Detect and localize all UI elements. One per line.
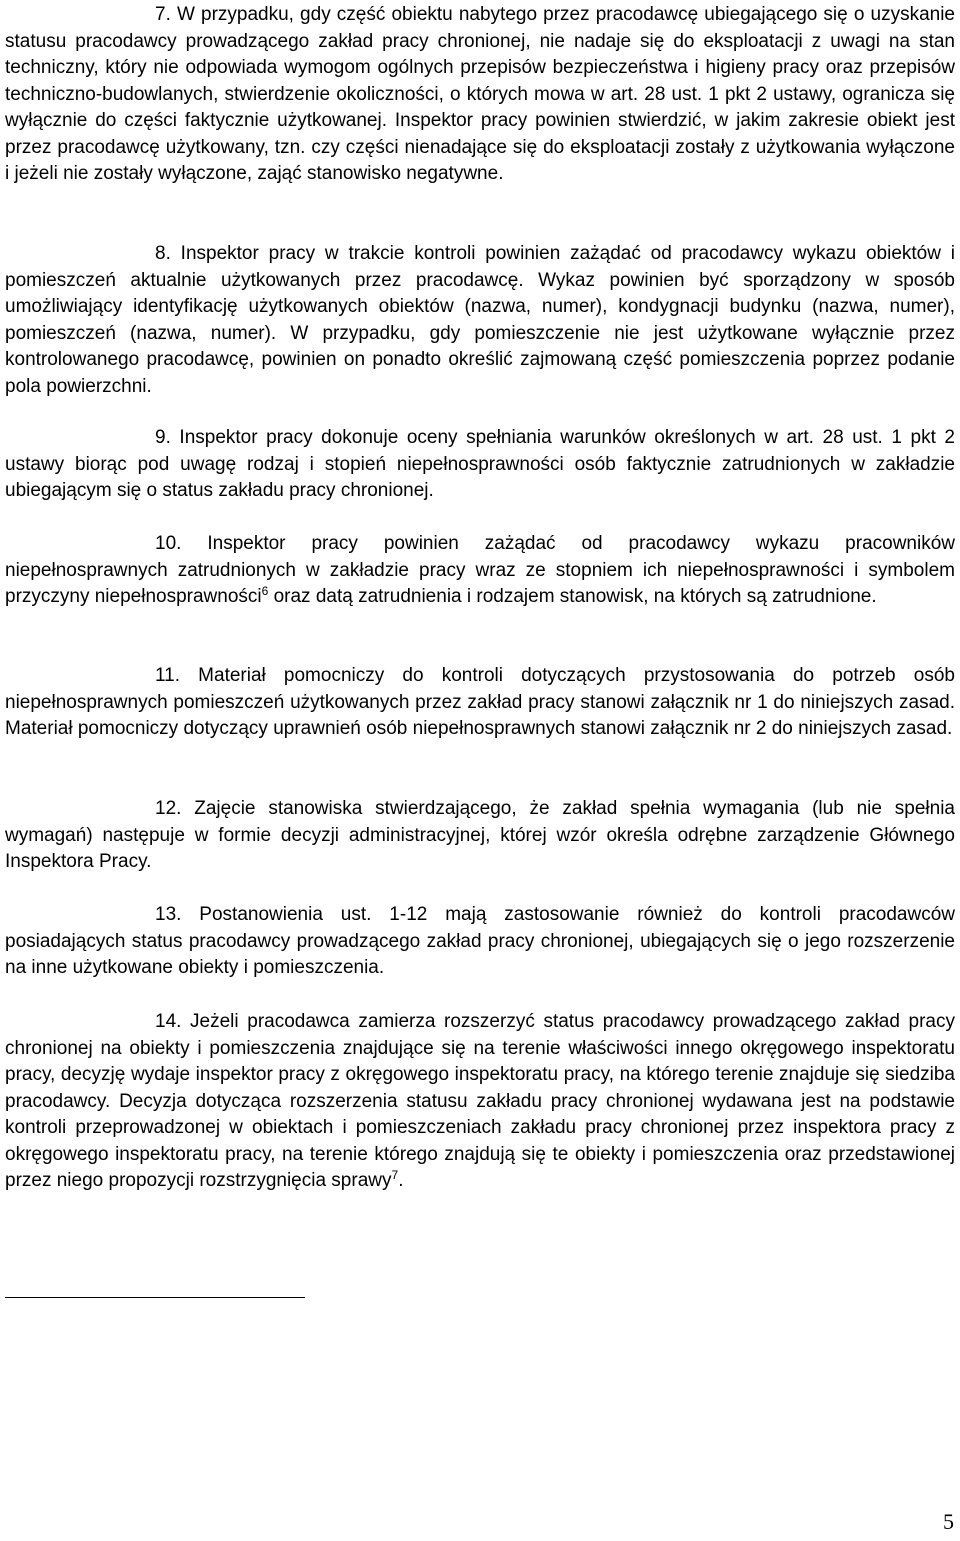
paragraph-text: Jeżeli pracodawca zamierza rozszerzyć status pracodawcy prowadzącego zakład pracy chronionej na obiekty i pomieszczenia znajdujące się na terenie właściwości innego okręgowego inspektoratu pracy, decyzję wydaje inspektor pracy z okręgowego inspektoratu pracy, na którego terenie znajduje się siedziba pracodawcy. Decyzja dotycząca rozszerzenia statusu zakładu pracy chronionej wydawana jest na podstawie kontroli przeprowadzonej w obiektach i pomieszczeniach zakładu pracy chronionej przez inspektora pracy z okręgowego inspektoratu pracy, na terenie którego znajdują się te obiekty i pomieszczenia oraz przedstawionej przez niego propozycji rozstrzygnięcia sprawy	[5, 1011, 955, 1191]
paragraph-number: 8.	[155, 243, 171, 264]
paragraph-text: Materiał pomocniczy do kontroli dotyczących przystosowania do potrzeb osób niepełnosprawnych pomieszczeń użytkowanych przez zakład pracy stanowi załącznik nr 1 do niniejszych zasad. Materiał pomocniczy dotyczący uprawnień osób niepełnosprawnych stanowi załącznik nr 2 do niniejszych zasad.	[5, 665, 955, 739]
paragraph-text-continued: oraz datą zatrudnienia i rodzajem stanowisk, na których są zatrudnione.	[268, 586, 877, 607]
paragraph-14	[5, 1009, 955, 1195]
paragraph-number: 11.	[155, 665, 181, 686]
paragraph-10	[5, 531, 955, 611]
paragraph-text: W przypadku, gdy część obiektu nabytego przez pracodawcę ubiegającego się o uzyskanie statusu pracodawcy prowadzącego zakład pracy chronionej, nie nadaje się do eksploatacji z uwagi na stan techniczny, który nie odpowiada wymogom ogólnych przepisów bezpieczeństwa i higieny pracy oraz przepisów techniczno-budowlanych, stwierdzenie okoliczności, o których mowa w art. 28 ust. 1 pkt 2 ustawy, ogranicza się wyłącznie do części faktycznie użytkowanej. Inspektor pracy powinien stwierdzić, w jakim zakresie obiekt jest przez pracodawcę użytkowany, tzn. czy części nienadające się do eksploatacji zostały z użytkowania wyłączone i jeżeli nie zostały wyłączone, zająć stanowisko negatywne.	[5, 4, 955, 184]
paragraph-12	[5, 796, 955, 876]
paragraph-number: 7.	[155, 4, 171, 25]
paragraph-text: Inspektor pracy dokonuje oceny spełniania warunków określonych w art. 28 ust. 1 pkt 2 ustawy biorąc pod uwagę rodzaj i stopień niepełnosprawności osób faktycznie zatrudnionych w zakładzie ubiegającym się o status zakładu pracy chronionej.	[5, 427, 955, 501]
paragraph-text: Zajęcie stanowiska stwierdzającego, że zakład spełnia wymagania (lub nie spełnia wymagań) następuje w formie decyzji administracyjnej, której wzór określa odrębne zarządzenie Głównego Inspektora Pracy.	[5, 798, 955, 872]
paragraph-number: 9.	[155, 427, 171, 448]
paragraph-text: Postanowienia ust. 1-12 mają zastosowanie również do kontroli pracodawców posiadających status pracodawcy prowadzącego zakład pracy chronionej, ubiegających się o jego rozszerzenie na inne użytkowane obiekty i pomieszczenia.	[5, 904, 955, 978]
paragraph-13	[5, 902, 955, 982]
footnote-reference: 7	[391, 1168, 399, 1182]
paragraph-9	[5, 425, 955, 505]
footnote-separator-line	[5, 1297, 305, 1298]
paragraph-8	[5, 241, 955, 400]
paragraph-7	[5, 2, 955, 188]
footnote-reference: 6	[261, 584, 269, 598]
paragraph-number: 14.	[155, 1011, 182, 1032]
paragraph-text: Inspektor pracy w trakcie kontroli powinien zażądać od pracodawcy wykazu obiektów i pomieszczeń aktualnie użytkowanych przez pracodawcę. Wykaz powinien być sporządzony w sposób umożliwiający identyfikację użytkowanych obiektów (nazwa, numer), kondygnacji budynku (nazwa, numer), pomieszczeń (nazwa, numer). W przypadku, gdy pomieszczenie nie jest użytkowane wyłącznie przez kontrolowanego pracodawcę, powinien on ponadto określić zajmowaną część pomieszczenia poprzez podanie pola powierzchni.	[5, 243, 955, 397]
paragraph-number: 13.	[155, 904, 182, 925]
paragraph-text: Inspektor pracy powinien zażądać od pracodawcy wykazu pracowników niepełnosprawnych zatrudnionych w zakładzie pracy wraz ze stopniem ich niepełnosprawności i symbolem przyczyny niepełnosprawności	[5, 533, 955, 607]
paragraph-text-continued: .	[398, 1170, 404, 1191]
page-number: 5	[943, 1509, 954, 1534]
paragraph-number: 12.	[155, 798, 182, 819]
paragraph-11	[5, 663, 955, 743]
paragraph-number: 10.	[155, 533, 182, 554]
